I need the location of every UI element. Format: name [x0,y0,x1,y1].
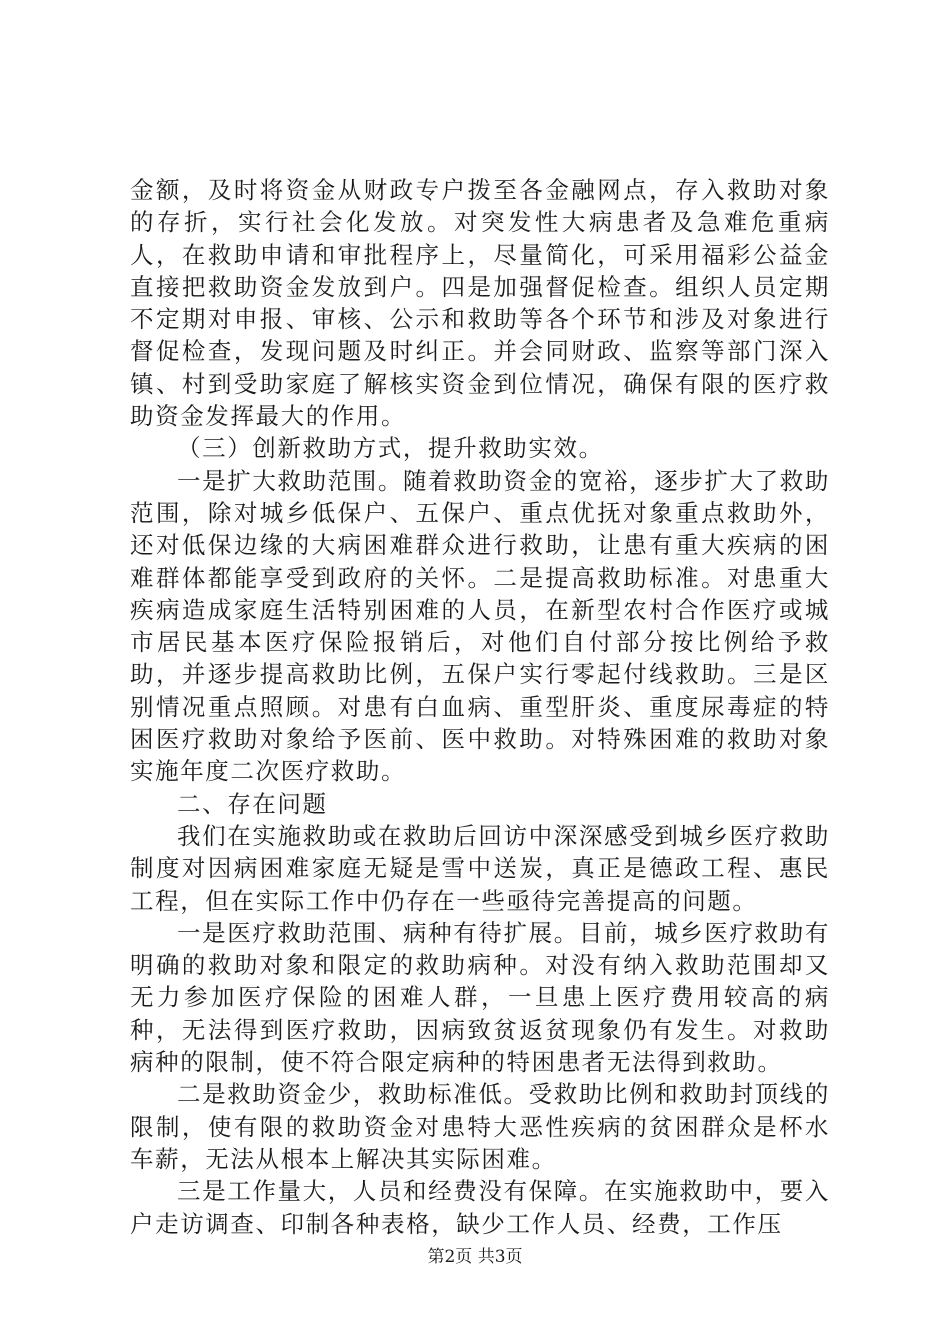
paragraph-4: 一是医疗救助范围、病种有待扩展。目前，城乡医疗救助有明确的救助对象和限定的救助病种。对没有纳入救助范围却又无力参加医疗保险的困难人群，一旦患上医疗费用较高的病种，无法得到医疗救助，因病致贫返贫现象仍有发生。对救助病种的限制，使不符合限定病种的特困患者无法得到救助。 [130,918,830,1077]
paragraph-2: 一是扩大救助范围。随着救助资金的宽裕，逐步扩大了救助范围，除对城乡低保户、五保户、重点优抚对象重点救助外，还对低保边缘的大病困难群众进行救助，让患有重大疾病的困难群体都能享受到政府的关怀。二是提高救助标准。对患重大疾病造成家庭生活特别困难的人员，在新型农村合作医疗或城市居民基本医疗保险报销后，对他们自付部分按比例给予救助，并逐步提高救助比例，五保户实行零起付线救助。三是区别情况重点照顾。对患有白血病、重型肝炎、重度尿毒症的特困医疗救助对象给予医前、医中救助。对特殊困难的救助对象实施年度二次医疗救助。 [130,466,830,786]
section-heading-3: （三）创新救助方式，提升救助实效。 [177,434,604,463]
section-heading-problems: 二、存在问题 [177,789,328,818]
paragraph-3: 我们在实施救助或在救助后回访中深深感受到城乡医疗救助制度对因病困难家庭无疑是雪中送炭，真正是德政工程、惠民工程，但在实际工作中仍存在一些亟待完善提高的问题。 [130,821,830,915]
body-text [130,174,830,1240]
page-number-label: 第2页 共3页 [427,1247,523,1267]
page-footer [0,1246,950,1268]
paragraph-5: 二是救助资金少，救助标准低。受救助比例和救助封顶线的限制，使有限的救助资金对患特大恶性疾病的贫困群众是杯水车薪，无法从根本上解决其实际困难。 [130,1080,830,1173]
paragraph-6: 三是工作量大，人员和经费没有保障。在实施救助中，要入户走访调查、印制各种表格，缺少工作人员、经费，工作压 [130,1177,830,1238]
paragraph-1: 金额，及时将资金从财政专户拨至各金融网点，存入救助对象的存折，实行社会化发放。对突发性大病患者及急难危重病人，在救助申请和审批程序上，尽量简化，可采用福彩公益金直接把救助资金发放到户。四是加强督促检查。组织人员定期不定期对申报、审核、公示和救助等各个环节和涉及对象进行督促检查，发现问题及时纠正。并会同财政、监察等部门深入镇、村到受助家庭了解核实资金到位情况，确保有限的医疗救助资金发挥最大的作用。 [130,176,830,431]
